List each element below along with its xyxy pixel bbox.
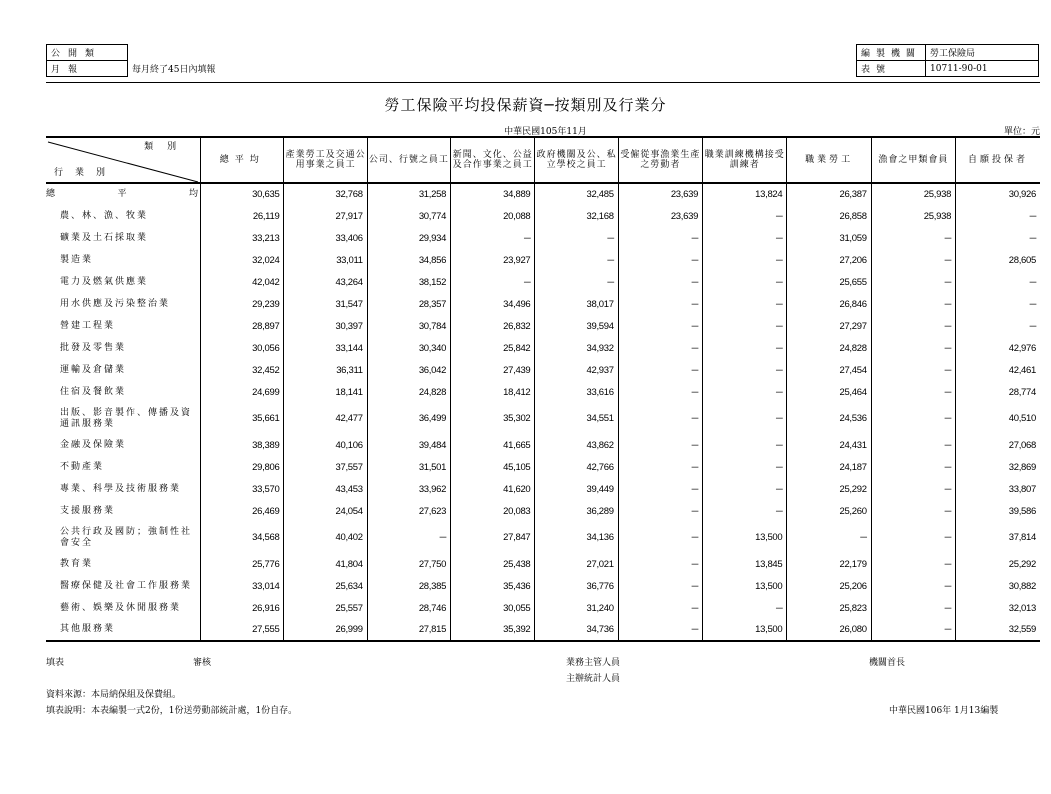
table-cell: ─ — [703, 381, 787, 403]
table-cell: ─ — [871, 381, 955, 403]
table-cell: 32,869 — [956, 456, 1040, 478]
table-cell: 27,068 — [956, 434, 1040, 456]
total-label — [46, 183, 201, 205]
corner-category-label: 類別 — [144, 142, 191, 152]
table-cell: ─ — [787, 522, 871, 553]
table-cell: 39,449 — [535, 478, 618, 500]
table-cell: ─ — [618, 381, 702, 403]
table-cell: 24,536 — [787, 403, 871, 434]
table-cell: 26,469 — [201, 500, 284, 522]
table-cell: ─ — [618, 597, 702, 619]
table-cell: 18,412 — [451, 381, 535, 403]
total-label-char: 總 — [46, 189, 56, 199]
table-cell: 43,862 — [535, 434, 618, 456]
table-cell: ─ — [703, 315, 787, 337]
table-cell: 24,828 — [367, 381, 450, 403]
industry-label: 用水供應及污染整治業 — [60, 298, 171, 309]
table-cell: 42,477 — [284, 403, 367, 434]
industry-label: 專業、科學及技術服務業 — [60, 483, 182, 494]
table-row — [46, 553, 1040, 575]
table-cell: 30,882 — [956, 575, 1040, 597]
table-cell: ─ — [618, 249, 702, 271]
table-cell: 43,264 — [284, 271, 367, 293]
disclosure-key: 公開類 — [47, 45, 128, 61]
table-cell: ─ — [871, 597, 955, 619]
table-cell: 30,340 — [367, 337, 450, 359]
table-cell: 20,083 — [451, 500, 535, 522]
table-cell: 25,557 — [284, 597, 367, 619]
table-cell: ─ — [703, 359, 787, 381]
table-cell: 25,206 — [787, 575, 871, 597]
table-cell: ─ — [535, 227, 618, 249]
table-cell: 42,976 — [956, 337, 1040, 359]
table-row — [46, 315, 1040, 337]
table-cell: 25,842 — [451, 337, 535, 359]
table-cell: 13,500 — [703, 619, 787, 641]
table-cell: 25,776 — [201, 553, 284, 575]
table-cell: 32,559 — [956, 619, 1040, 641]
table-cell: 28,385 — [367, 575, 450, 597]
table-cell: 34,496 — [451, 293, 535, 315]
table-cell: 31,059 — [787, 227, 871, 249]
table-cell: 39,594 — [535, 315, 618, 337]
table-row — [46, 478, 1040, 500]
deadline-note: 每月終了45日內填報 — [132, 65, 216, 75]
industry-label: 農、林、漁、牧業 — [60, 210, 149, 221]
table-cell: 35,392 — [451, 619, 535, 641]
table-cell: ─ — [618, 337, 702, 359]
filler-label: 填表 — [46, 658, 65, 668]
table-cell: 24,699 — [201, 381, 284, 403]
table-cell: 30,397 — [284, 315, 367, 337]
table-cell: ─ — [618, 500, 702, 522]
table-cell: ─ — [367, 522, 450, 553]
column-header: 政府機關及公、私立學校之員工 — [535, 137, 618, 183]
table-cell: 27,454 — [787, 359, 871, 381]
industry-label: 不動產業 — [60, 461, 105, 472]
report-period: 中華民國105年11月 — [504, 127, 587, 137]
column-header: 職業訓練機構接受訓練者 — [703, 137, 787, 183]
column-header: 總平均 — [201, 137, 284, 183]
total-cell: 32,768 — [284, 183, 367, 205]
table-cell: 25,292 — [787, 478, 871, 500]
industry-label: 金融及保險業 — [60, 439, 127, 450]
table-row — [46, 456, 1040, 478]
table-cell: 41,804 — [284, 553, 367, 575]
table-cell: 37,814 — [956, 522, 1040, 553]
table-cell: 20,088 — [451, 205, 535, 227]
industry-label: 藝術、娛樂及休閒服務業 — [60, 602, 182, 613]
table-row — [46, 271, 1040, 293]
table-cell: 28,897 — [201, 315, 284, 337]
table-cell: 42,766 — [535, 456, 618, 478]
column-header: 新聞、文化、公益及合作事業之員工 — [451, 137, 535, 183]
column-header: 職業勞工 — [787, 137, 871, 183]
table-cell: 25,260 — [787, 500, 871, 522]
table-cell: 25,634 — [284, 575, 367, 597]
industry-label: 出版、影音製作、傳播及資通訊服務業 — [60, 407, 193, 429]
table-cell: 26,858 — [787, 205, 871, 227]
table-row — [46, 227, 1040, 249]
total-cell: 25,938 — [871, 183, 955, 205]
total-cell: 30,635 — [201, 183, 284, 205]
industry-label: 製造業 — [60, 254, 94, 265]
table-cell: 27,847 — [451, 522, 535, 553]
table-cell: 18,141 — [284, 381, 367, 403]
table-cell: 36,311 — [284, 359, 367, 381]
table-cell: ─ — [703, 337, 787, 359]
table-cell: 32,168 — [535, 205, 618, 227]
table-row — [46, 293, 1040, 315]
table-cell: 27,815 — [367, 619, 450, 641]
table-cell: ─ — [703, 271, 787, 293]
column-header: 產業勞工及交通公用事業之員工 — [284, 137, 367, 183]
table-cell: ─ — [618, 315, 702, 337]
table-cell: 35,436 — [451, 575, 535, 597]
agency-key: 編製機關 — [857, 45, 926, 61]
header-left-box — [46, 44, 220, 77]
industry-label: 電力及燃氣供應業 — [60, 276, 149, 287]
table-cell: 28,357 — [367, 293, 450, 315]
table-cell: 38,389 — [201, 434, 284, 456]
column-header: 受僱從事漁業生產之勞動者 — [618, 137, 702, 183]
industry-label: 教育業 — [60, 558, 94, 569]
table-cell: 27,750 — [367, 553, 450, 575]
table-cell: ─ — [871, 403, 955, 434]
table-cell: ─ — [618, 456, 702, 478]
table-cell: 23,639 — [618, 205, 702, 227]
table-cell: 13,500 — [703, 575, 787, 597]
table-cell: ─ — [618, 227, 702, 249]
table-cell: 36,289 — [535, 500, 618, 522]
table-cell: 22,179 — [787, 553, 871, 575]
table-row — [46, 249, 1040, 271]
total-cell: 30,926 — [956, 183, 1040, 205]
industry-label: 批發及零售業 — [60, 342, 127, 353]
table-cell: 30,784 — [367, 315, 450, 337]
table-cell: 40,402 — [284, 522, 367, 553]
total-label-char: 平 — [117, 189, 127, 199]
table-cell: 39,484 — [367, 434, 450, 456]
table-cell: 30,774 — [367, 205, 450, 227]
corner-industry-label: 行業別 — [54, 168, 118, 178]
table-cell: ─ — [956, 205, 1040, 227]
table-cell: 36,499 — [367, 403, 450, 434]
table-cell: 27,021 — [535, 553, 618, 575]
table-cell: ─ — [871, 522, 955, 553]
table-cell: 33,014 — [201, 575, 284, 597]
table-cell: 33,213 — [201, 227, 284, 249]
table-cell: ─ — [871, 293, 955, 315]
agency-value: 勞工保險局 — [926, 45, 1039, 61]
table-cell: 29,806 — [201, 456, 284, 478]
table-cell: 33,807 — [956, 478, 1040, 500]
table-cell: 30,056 — [201, 337, 284, 359]
table-cell: 27,917 — [284, 205, 367, 227]
industry-label: 住宿及餐飲業 — [60, 386, 127, 397]
table-row — [46, 575, 1040, 597]
table-cell: 34,932 — [535, 337, 618, 359]
table-cell: 25,438 — [451, 553, 535, 575]
table-row — [46, 522, 1040, 553]
table-cell: ─ — [618, 271, 702, 293]
table-cell: 27,206 — [787, 249, 871, 271]
form-number-value: 10711-90-01 — [926, 61, 1039, 77]
industry-label: 支援服務業 — [60, 505, 116, 516]
table-cell: 25,938 — [871, 205, 955, 227]
table-row — [46, 381, 1040, 403]
stats-officer-label: 主辦統計人員 — [566, 674, 621, 684]
table-cell: ─ — [871, 500, 955, 522]
table-cell: 38,152 — [367, 271, 450, 293]
table-row — [46, 619, 1040, 641]
table-cell: 42,042 — [201, 271, 284, 293]
data-source: 資料來源：本局納保組及保費組。 — [46, 690, 182, 700]
table-cell: 30,055 — [451, 597, 535, 619]
table-cell: 13,500 — [703, 522, 787, 553]
table-cell: 23,927 — [451, 249, 535, 271]
table-cell: 31,547 — [284, 293, 367, 315]
table-cell: 39,586 — [956, 500, 1040, 522]
table-corner-header — [46, 137, 201, 183]
table-cell: 33,570 — [201, 478, 284, 500]
total-label-char: 均 — [188, 189, 198, 199]
total-cell: 13,824 — [703, 183, 787, 205]
table-cell: 33,011 — [284, 249, 367, 271]
table-row — [46, 500, 1040, 522]
table-cell: 28,605 — [956, 249, 1040, 271]
industry-label: 醫療保健及社會工作服務業 — [60, 580, 193, 591]
table-cell: ─ — [956, 271, 1040, 293]
table-cell: 35,661 — [201, 403, 284, 434]
table-cell: ─ — [703, 456, 787, 478]
table-cell: ─ — [703, 478, 787, 500]
table-cell: ─ — [871, 575, 955, 597]
table-cell: ─ — [956, 315, 1040, 337]
wage-table — [46, 136, 1040, 642]
fill-instructions: 填表說明：本表編製一式2份，1份送勞動部統計處，1份自存。 — [46, 706, 298, 716]
table-cell: ─ — [871, 249, 955, 271]
table-cell: 37,557 — [284, 456, 367, 478]
table-cell: ─ — [871, 619, 955, 641]
table-cell: 24,828 — [787, 337, 871, 359]
table-row — [46, 359, 1040, 381]
table-cell: 25,823 — [787, 597, 871, 619]
table-cell: 27,555 — [201, 619, 284, 641]
header-right-box — [856, 44, 1039, 77]
table-cell: 33,406 — [284, 227, 367, 249]
table-cell: 36,776 — [535, 575, 618, 597]
total-cell: 34,889 — [451, 183, 535, 205]
report-title: 勞工保險平均投保薪資─按類別及行業分 — [384, 96, 667, 114]
total-cell: 23,639 — [618, 183, 702, 205]
table-cell: ─ — [451, 227, 535, 249]
table-cell: 29,934 — [367, 227, 450, 249]
table-cell: 27,439 — [451, 359, 535, 381]
table-cell: 45,105 — [451, 456, 535, 478]
total-row — [46, 183, 1040, 205]
table-cell: ─ — [703, 403, 787, 434]
table-cell: ─ — [618, 359, 702, 381]
header-rule — [46, 82, 1040, 83]
industry-label: 礦業及土石採取業 — [60, 232, 149, 243]
table-cell: ─ — [451, 271, 535, 293]
column-header: 漁會之甲類會員 — [871, 137, 955, 183]
table-cell: 24,054 — [284, 500, 367, 522]
table-cell: ─ — [871, 337, 955, 359]
table-cell: ─ — [618, 434, 702, 456]
table-cell: 13,845 — [703, 553, 787, 575]
table-cell: 43,453 — [284, 478, 367, 500]
table-cell: ─ — [871, 553, 955, 575]
industry-label: 運輸及倉儲業 — [60, 364, 127, 375]
table-cell: ─ — [871, 359, 955, 381]
table-cell: 28,774 — [956, 381, 1040, 403]
column-header: 自願投保者 — [956, 137, 1040, 183]
table-row — [46, 337, 1040, 359]
table-cell: 25,655 — [787, 271, 871, 293]
table-cell: 27,623 — [367, 500, 450, 522]
supervisor-label: 業務主管人員 — [566, 658, 621, 668]
form-number-key: 表號 — [857, 61, 926, 77]
table-cell: 34,568 — [201, 522, 284, 553]
unit-label: 單位：元 — [1003, 127, 1040, 137]
table-cell: 26,846 — [787, 293, 871, 315]
table-cell: ─ — [703, 227, 787, 249]
industry-label: 營建工程業 — [60, 320, 116, 331]
table-cell: 38,017 — [535, 293, 618, 315]
table-cell: 41,665 — [451, 434, 535, 456]
column-header: 公司、行號之員工 — [367, 137, 450, 183]
table-cell: 26,916 — [201, 597, 284, 619]
table-cell: ─ — [871, 315, 955, 337]
table-cell: ─ — [618, 575, 702, 597]
table-cell: ─ — [618, 293, 702, 315]
table-cell: 29,239 — [201, 293, 284, 315]
table-cell: ─ — [535, 271, 618, 293]
table-cell: ─ — [618, 403, 702, 434]
table-cell: 28,746 — [367, 597, 450, 619]
table-cell: 33,962 — [367, 478, 450, 500]
table-cell: ─ — [871, 478, 955, 500]
table-cell: 41,620 — [451, 478, 535, 500]
table-cell: 33,616 — [535, 381, 618, 403]
table-cell: ─ — [871, 227, 955, 249]
total-cell: 26,387 — [787, 183, 871, 205]
industry-label: 其他服務業 — [46, 619, 201, 641]
table-cell: 26,080 — [787, 619, 871, 641]
table-cell: ─ — [618, 553, 702, 575]
total-cell: 32,485 — [535, 183, 618, 205]
table-cell: 25,292 — [956, 553, 1040, 575]
table-cell: 26,832 — [451, 315, 535, 337]
table-cell: ─ — [618, 619, 702, 641]
table-cell: 33,144 — [284, 337, 367, 359]
reviewer-label: 審核 — [193, 658, 212, 668]
table-cell: ─ — [871, 456, 955, 478]
table-cell: ─ — [703, 205, 787, 227]
table-cell: 32,013 — [956, 597, 1040, 619]
table-row — [46, 205, 1040, 227]
industry-label: 公共行政及國防；強制性社會安全 — [60, 526, 193, 548]
table-cell: 34,136 — [535, 522, 618, 553]
table-cell: 26,119 — [201, 205, 284, 227]
table-cell: ─ — [703, 597, 787, 619]
compiled-date: 中華民國106年 1月13編製 — [889, 706, 999, 716]
table-cell: ─ — [703, 500, 787, 522]
table-row — [46, 434, 1040, 456]
table-cell: ─ — [618, 478, 702, 500]
table-cell: 32,452 — [201, 359, 284, 381]
table-cell: 25,464 — [787, 381, 871, 403]
table-cell: ─ — [703, 249, 787, 271]
total-cell: 31,258 — [367, 183, 450, 205]
table-cell: 36,042 — [367, 359, 450, 381]
table-cell: ─ — [535, 249, 618, 271]
table-cell: 34,736 — [535, 619, 618, 641]
table-cell: 27,297 — [787, 315, 871, 337]
table-cell: ─ — [618, 522, 702, 553]
table-cell: ─ — [956, 227, 1040, 249]
frequency-key: 月報 — [47, 61, 128, 77]
table-row — [46, 403, 1040, 434]
table-cell: ─ — [871, 434, 955, 456]
table-cell: 42,461 — [956, 359, 1040, 381]
agency-head-label: 機關首長 — [869, 658, 906, 668]
table-cell: ─ — [871, 271, 955, 293]
table-cell: ─ — [703, 293, 787, 315]
table-row — [46, 597, 1040, 619]
table-cell: 40,106 — [284, 434, 367, 456]
table-cell: 35,302 — [451, 403, 535, 434]
table-cell: 24,431 — [787, 434, 871, 456]
table-cell: 31,240 — [535, 597, 618, 619]
table-cell: ─ — [703, 434, 787, 456]
table-cell: 31,501 — [367, 456, 450, 478]
table-cell: 24,187 — [787, 456, 871, 478]
table-cell: 26,999 — [284, 619, 367, 641]
table-cell: 40,510 — [956, 403, 1040, 434]
table-cell: 42,937 — [535, 359, 618, 381]
table-cell: 34,551 — [535, 403, 618, 434]
table-cell: ─ — [956, 293, 1040, 315]
table-cell: 34,856 — [367, 249, 450, 271]
table-cell: 32,024 — [201, 249, 284, 271]
